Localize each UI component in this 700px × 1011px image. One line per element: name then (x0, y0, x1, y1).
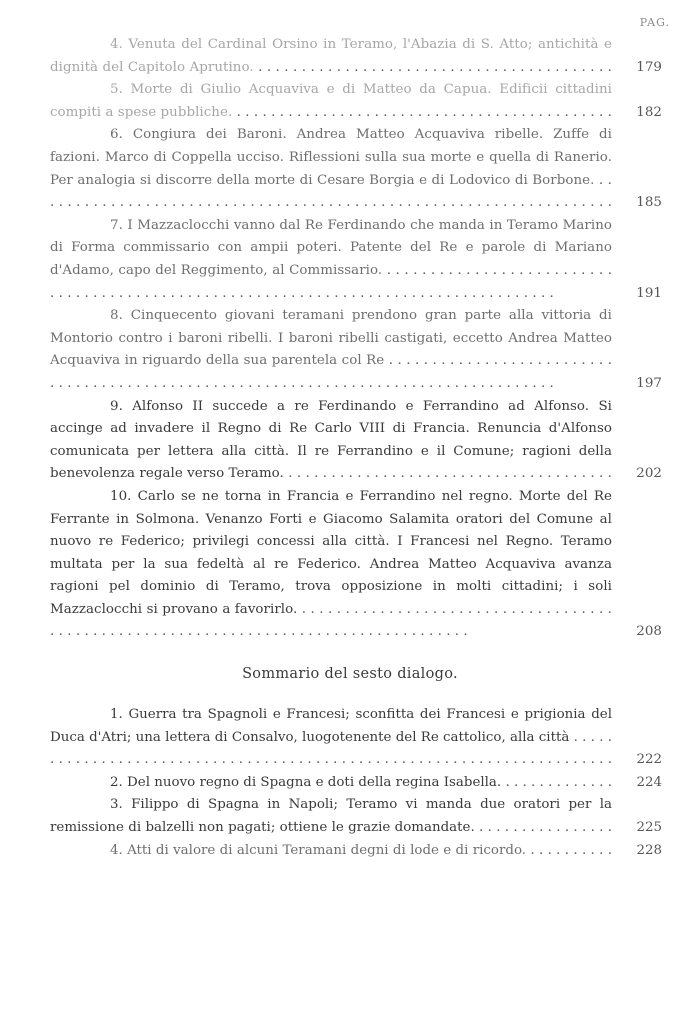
toc-entry-page: 179 (636, 59, 662, 75)
toc-entry (50, 305, 662, 395)
toc-entry (50, 79, 662, 124)
toc-entry (50, 396, 662, 486)
toc-entry-text: 1. Guerra tra Spagnoli e Francesi; sconfitta dei Francesi e prigionia del Duca d'Atri; una lettera di Consalvo, luogotenente del Re cattolico, alla città . . . (50, 707, 612, 772)
running-head: PAG. (639, 16, 670, 29)
toc-entry (50, 34, 662, 79)
toc-entry-page: 197 (636, 375, 662, 391)
toc-entry-page: 222 (636, 752, 662, 768)
toc-entry (50, 794, 662, 839)
toc-entry (50, 772, 662, 795)
toc-entry-text: 5. Morte di Giulio Acquaviva e di Matteo da Capua. Edificii cittadini compiti a spese pubbliche. . . . (50, 82, 612, 124)
toc-entry-page: 202 (636, 466, 662, 482)
toc-entry-text: 6. Congiura dei Baroni. Andrea Matteo Acquaviva ribelle. Zuffe di fazioni. Marco di Coppella ucciso. Riflessioni sulla sua morte e quella di Ranerio. Per analogia si discorre della morte di Cesare Borgia e di Lodovico di Borbone. . . . (50, 127, 612, 214)
toc-entry (50, 124, 662, 214)
toc-entry-text: 4. Venuta del Cardinal Orsino in Teramo, l'Abazia di S. Atto; antichità e dignità del Capitolo Aprutino. . . . (50, 37, 612, 79)
toc-entry-text: 10. Carlo se ne torna in Francia e Ferrandino nel regno. Morte del Re Ferrante in Solmona. Venanzo Forti e Giacomo Salamita oratori del Comune al nuovo re Federico; privilegi concessi alla città. I Francesi nel Regno. Teramo multata per la sua fedeltà al re Federico. Andrea Matteo Acquaviva avanza ragioni pel dominio di Teramo, trova opposizione in molti cittadini; i soli Mazzaclocchi si provano a favorirlo. . . . (50, 489, 612, 640)
section-title: Sommario del sesto dialogo. (242, 666, 458, 682)
toc-entry (50, 840, 662, 863)
toc-entry-text: 3. Filippo di Spagna in Napoli; Teramo vi manda due oratori per la remissione di balzelli non pagati; ottiene le grazie domandate. . . . (50, 797, 612, 839)
table-of-contents-sixth-dialogue (50, 704, 662, 862)
toc-entry-text: 8. Cinquecento giovani teramani prendono gran parte alla vittoria di Montorio contro i baroni ribelli. I baroni ribelli castigati, eccetto Andrea Matteo Acquaviva in riguardo della sua parentela col Re . . . (50, 308, 612, 391)
table-of-contents (50, 34, 662, 644)
toc-entry-page: 208 (636, 624, 662, 640)
toc-entry-page: 228 (636, 842, 662, 858)
toc-entry-page: 182 (636, 104, 662, 120)
toc-entry (50, 486, 662, 644)
toc-entry (50, 704, 662, 772)
toc-entry-page: 191 (636, 285, 662, 301)
toc-entry-page: 224 (636, 774, 662, 790)
toc-entry-page: 225 (636, 819, 662, 835)
toc-entry-text: 7. I Mazzaclocchi vanno dal Re Ferdinando che manda in Teramo Marino di Forma commissario con ampii poteri. Patente del Re e parole di Mariano d'Adamo, capo del Reggimento, al Commissario. . . . (50, 218, 612, 301)
toc-entry-page: 185 (636, 195, 662, 211)
toc-entry (50, 215, 662, 305)
toc-entry-text: 9. Alfonso II succede a re Ferdinando e Ferrandino ad Alfonso. Si accinge ad invadere il Regno di Re Carlo VIII di Francia. Renuncia d'Alfonso comunicata per lettera alla città. Il re Ferrandino e il Comune; ragioni della benevolenza regale verso Teramo. . . . (50, 399, 612, 486)
toc-entry-text: 4. Atti di valore di alcuni Teramani degni di lode e di ricordo. . . . (50, 843, 612, 863)
toc-entry-text: 2. Del nuovo regno di Spagna e doti della regina Isabella. . . . (50, 775, 612, 795)
